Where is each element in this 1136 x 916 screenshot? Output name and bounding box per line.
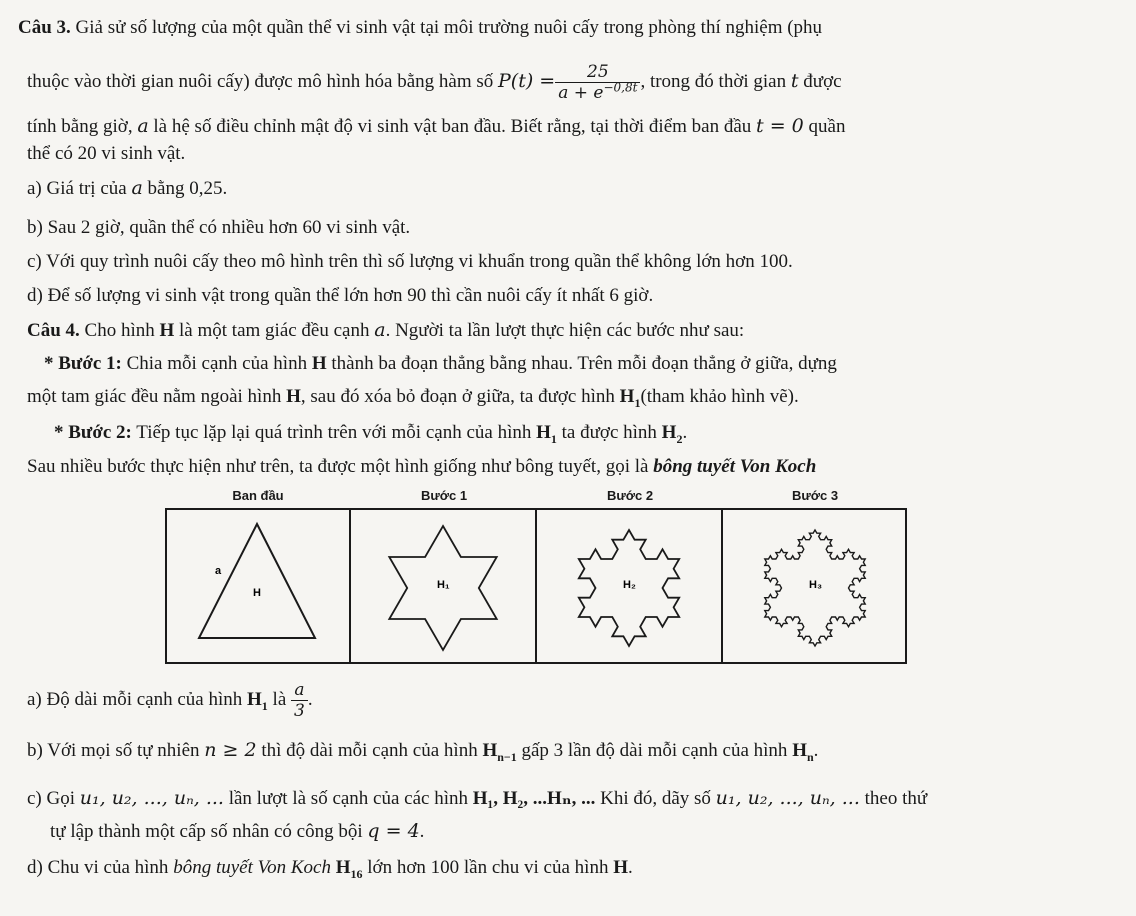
q4-step1-l2-H1-base: H (619, 386, 635, 407)
q4-option-d (27, 856, 633, 880)
q4-summary-koch: bông tuyết Von Koch (653, 456, 817, 477)
q3-line-2 (27, 62, 842, 103)
q3-denominator-base: a + e (558, 83, 604, 103)
q3-text-3b: là hệ số điều chỉnh mật độ vi sinh vật ban đầu. Biết rằng, tại thời điểm ban đầu (153, 116, 752, 137)
q4-option-a-fraction (291, 680, 308, 721)
q4-step1-l2-H: H (286, 386, 301, 407)
q4-step1-l2-c: (tham khảo hình vẽ). (640, 386, 799, 407)
q4-line-1 (27, 318, 744, 343)
q4-option-c-l2a: tự lập thành một cấp số nhân có công bội (50, 821, 363, 842)
q4-step2-label: * Bước 2: (54, 422, 132, 443)
q4-option-b (27, 738, 818, 763)
q4-option-d-H16-base: H (335, 857, 351, 878)
q4-step2-text-c: . (682, 422, 688, 443)
koch-label-H2: H₂ (623, 579, 636, 591)
q3-fraction-numerator: 25 (555, 62, 640, 83)
koch-H1-drawing (351, 510, 537, 660)
q4-step1-l2-H1-sub: 1 (634, 395, 641, 410)
q3-heading: Câu 3. (18, 17, 71, 38)
q4-option-b-Hn-sub: n (806, 749, 814, 764)
q3-option-b (27, 216, 410, 240)
q4-option-a-text: a) Độ dài mỗi cạnh của hình (27, 689, 243, 710)
q4-option-c-a: c) Gọi (27, 788, 76, 809)
q4-option-b-c: gấp 3 lần độ dài mỗi cạnh của hình (521, 740, 788, 761)
q3-line-1 (18, 16, 822, 40)
q4-step2-text-b: ta được hình (561, 422, 657, 443)
q4-step1-H: H (311, 353, 327, 374)
q4-option-d-H: H (613, 857, 628, 878)
q3-text-2a: thuộc vào thời gian nuôi cấy) được mô hình hóa bằng hàm số (27, 70, 494, 92)
koch-H3-drawing (723, 510, 907, 660)
q4-step2-text-a: Tiếp tục lặp lại quá trình trên với mỗi cạnh của hình (136, 422, 532, 443)
q4-option-c-seq: u₁, u₂, ..., uₙ, ... (79, 787, 224, 809)
q4-step2-H1 (536, 422, 557, 446)
q3-option-a-suffix: bằng 0,25. (147, 178, 228, 199)
q4-step1-line-1 (44, 352, 837, 376)
panel-title-step1: Bước 1 (420, 488, 468, 503)
koch-label-H1: H₁ (437, 579, 450, 591)
triangle-label-H: H (253, 587, 261, 599)
q4-step2-H1-base: H (536, 422, 551, 443)
q4-text-1c: . Người ta lần lượt thực hiện các bước như sau: (385, 320, 745, 341)
panel-step2 (537, 486, 723, 664)
q4-step2-line (54, 421, 687, 445)
koch-label-H3: H₃ (809, 579, 823, 591)
q4-step2-H2-base: H (661, 422, 677, 443)
q3-option-d (27, 284, 653, 308)
q3-line-4 (27, 142, 185, 166)
q4-option-a (27, 678, 313, 722)
q3-option-b-text: b) Sau 2 giờ, quần thể có nhiều hơn 60 vi sinh vật. (27, 217, 411, 238)
koch-figure (165, 486, 907, 664)
q3-var-t: t (790, 69, 799, 92)
q4-option-d-b: lớn hơn 100 lần chu vi của hình (367, 857, 609, 878)
q4-option-a-H1 (247, 689, 268, 713)
q3-option-a-prefix: a) Giá trị của (27, 178, 127, 199)
side-label-a: a (215, 565, 222, 577)
q4-option-b-Hn1 (482, 740, 517, 764)
q4-option-a-den: 3 (294, 701, 305, 722)
q4-option-b-Hn-base: H (792, 740, 807, 761)
q3-text-1: Giả sử số lượng của một quần thể vi sinh vật tại môi trường nuôi cấy trong phòng thí nghiệm (phụ (75, 17, 823, 38)
q4-step1-text-a: Chia mỗi cạnh của hình (126, 353, 308, 374)
q4-option-a-is: là (272, 689, 287, 710)
q3-text-4: thể có 20 vi sinh vật. (27, 143, 186, 164)
q4-option-b-Hn1-sub: n−1 (497, 749, 517, 764)
panel-step1 (351, 486, 537, 664)
q4-step1-l2-b: , sau đó xóa bỏ đoạn ở giữa, ta được hình (300, 386, 615, 407)
q4-shape-H: H (159, 320, 175, 341)
q4-option-c-q: q = 4 (367, 820, 420, 842)
q3-text-2b: , trong đó thời gian (640, 70, 787, 92)
q4-step1-label: * Bước 1: (44, 353, 122, 374)
q4-step1-l2-a: một tam giác đều nằm ngoài hình (27, 386, 282, 407)
q4-option-a-num: a (291, 680, 308, 701)
q4-option-d-H16 (335, 857, 363, 881)
q4-step1-text-b: thành ba đoạn thẳng bằng nhau. Trên mỗi đoạn thẳng ở giữa, dựng (331, 353, 837, 374)
q4-text-1a: Cho hình (84, 320, 155, 341)
koch-H2-drawing (537, 510, 723, 660)
q4-option-c-d: theo thứ (864, 788, 928, 809)
q4-option-b-a: b) Với mọi số tự nhiên (27, 740, 200, 761)
q4-option-c-l2b: . (419, 821, 425, 842)
q4-option-b-Hn (792, 740, 814, 764)
panel-title-step2: Bước 2 (606, 488, 654, 503)
q4-heading: Câu 4. (27, 320, 80, 341)
q3-option-c (27, 250, 793, 274)
q4-option-d-c: . (627, 857, 633, 878)
q3-t-zero: t = 0 (756, 115, 804, 137)
q4-option-d-a: d) Chu vi của hình (27, 857, 169, 878)
q4-option-c-line-2 (50, 819, 424, 844)
q4-step1-l2-H1 (619, 386, 641, 410)
q4-var-a: a (374, 319, 386, 341)
q4-option-c-line-1 (27, 786, 927, 811)
q4-option-c-b: lần lượt là số cạnh của các hình (228, 788, 468, 809)
q4-step1-line-2 (27, 385, 799, 409)
panel-initial (165, 486, 351, 664)
q3-text-3a: tính bằng giờ, (27, 116, 133, 137)
q4-option-d-koch: bông tuyết Von Koch (173, 857, 331, 878)
q4-option-b-Hn1-base: H (482, 740, 498, 761)
q3-option-c-text: c) Với quy trình nuôi cấy theo mô hình trên thì số lượng vi khuẩn trong quần thể không lớn hơn 100. (27, 251, 793, 272)
q4-option-a-H1-sub: 1 (261, 698, 268, 713)
q4-option-b-b: thì độ dài mỗi cạnh của hình (261, 740, 478, 761)
q4-option-d-H16-sub: 16 (350, 866, 363, 881)
q4-summary-text: Sau nhiều bước thực hiện như trên, ta được một hình giống như bông tuyết, gọi là (27, 456, 649, 477)
triangle-H-drawing (165, 510, 351, 660)
q4-option-c-shapes: H₁, H₂, ...Hₙ, ... (472, 788, 596, 809)
q4-step2-H2-sub: 2 (676, 431, 683, 446)
panel-title-initial: Ban đầu (232, 488, 284, 503)
q3-function-lhs: P(t) = (498, 69, 556, 92)
panel-title-step3: Bước 3 (791, 488, 839, 503)
q4-option-a-H1-base: H (247, 689, 262, 710)
q3-option-d-text: d) Để số lượng vi sinh vật trong quần thể lớn hơn 90 thì cần nuôi cấy ít nhất 6 giờ. (27, 285, 654, 306)
q3-denominator-exponent: −0,8t (603, 80, 638, 95)
q3-option-a-var: a (131, 177, 143, 199)
q4-option-b-d: . (813, 740, 819, 761)
q4-option-c-seq2: u₁, u₂, ..., uₙ, ... (715, 787, 860, 809)
q4-step2-H1-sub: 1 (550, 431, 557, 446)
panel-step3 (723, 486, 907, 664)
q3-text-3c: quần (808, 116, 846, 137)
q3-line-3 (27, 114, 845, 139)
q4-step2-H2 (661, 422, 683, 446)
q4-option-c-c: Khi đó, dãy số (600, 788, 711, 809)
q3-var-a: a (137, 115, 149, 137)
q3-fraction-denominator (555, 80, 640, 103)
q4-option-a-end: . (307, 689, 313, 710)
q3-option-a (27, 176, 227, 201)
q3-text-2c: được (803, 70, 842, 92)
q3-function-fraction (555, 62, 640, 103)
q4-text-1b: là một tam giác đều cạnh (179, 320, 370, 341)
q4-option-b-cond: n ≥ 2 (204, 739, 257, 761)
q4-summary-line (27, 455, 816, 479)
